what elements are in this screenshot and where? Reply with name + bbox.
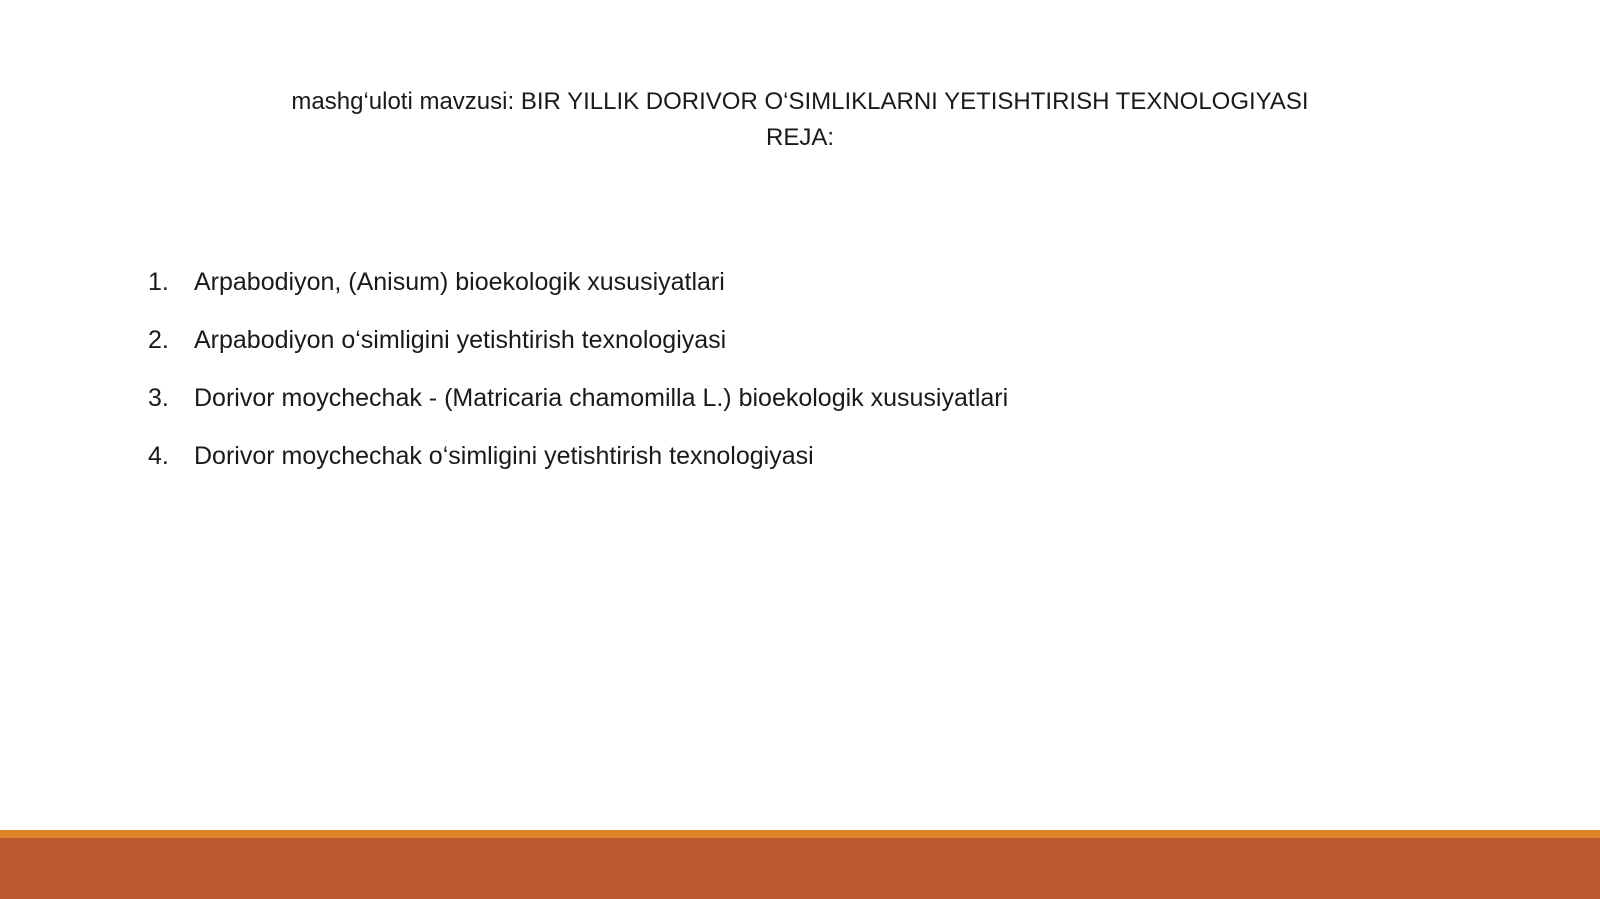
plan-item-number: 1. bbox=[148, 268, 169, 296]
plan-item-number: 3. bbox=[148, 384, 169, 412]
plan-item-text: Dorivor moychechak - (Matricaria chamomilla L.) bioekologik xususiyatlari bbox=[194, 384, 1009, 412]
title-plan-heading: REJA: bbox=[765, 124, 834, 151]
plan-item-4 bbox=[148, 442, 1008, 500]
plan-list bbox=[148, 268, 1008, 500]
footer-bar bbox=[0, 838, 1600, 899]
plan-item-number: 2. bbox=[148, 326, 169, 354]
slide-title bbox=[0, 84, 1600, 156]
plan-item-text: Arpabodiyon o‘simligini yetishtirish texnologiyasi bbox=[194, 326, 727, 354]
plan-item-1 bbox=[148, 268, 1008, 326]
plan-item-text: Dorivor moychechak o‘simligini yetishtirish texnologiyasi bbox=[194, 442, 814, 470]
plan-item-2 bbox=[148, 326, 1008, 384]
plan-item-3 bbox=[148, 384, 1008, 442]
footer-accent-stripe bbox=[0, 830, 1600, 838]
plan-item-number: 4. bbox=[148, 442, 169, 470]
plan-item-text: Arpabodiyon, (Anisum) bioekologik xususiyatlari bbox=[194, 268, 725, 296]
title-topic-line: mashg‘uloti mavzusi: BIR YILLIK DORIVOR O‘SIMLIKLARNI YETISHTIRISH TEXNOLOGIYASI bbox=[291, 88, 1309, 115]
